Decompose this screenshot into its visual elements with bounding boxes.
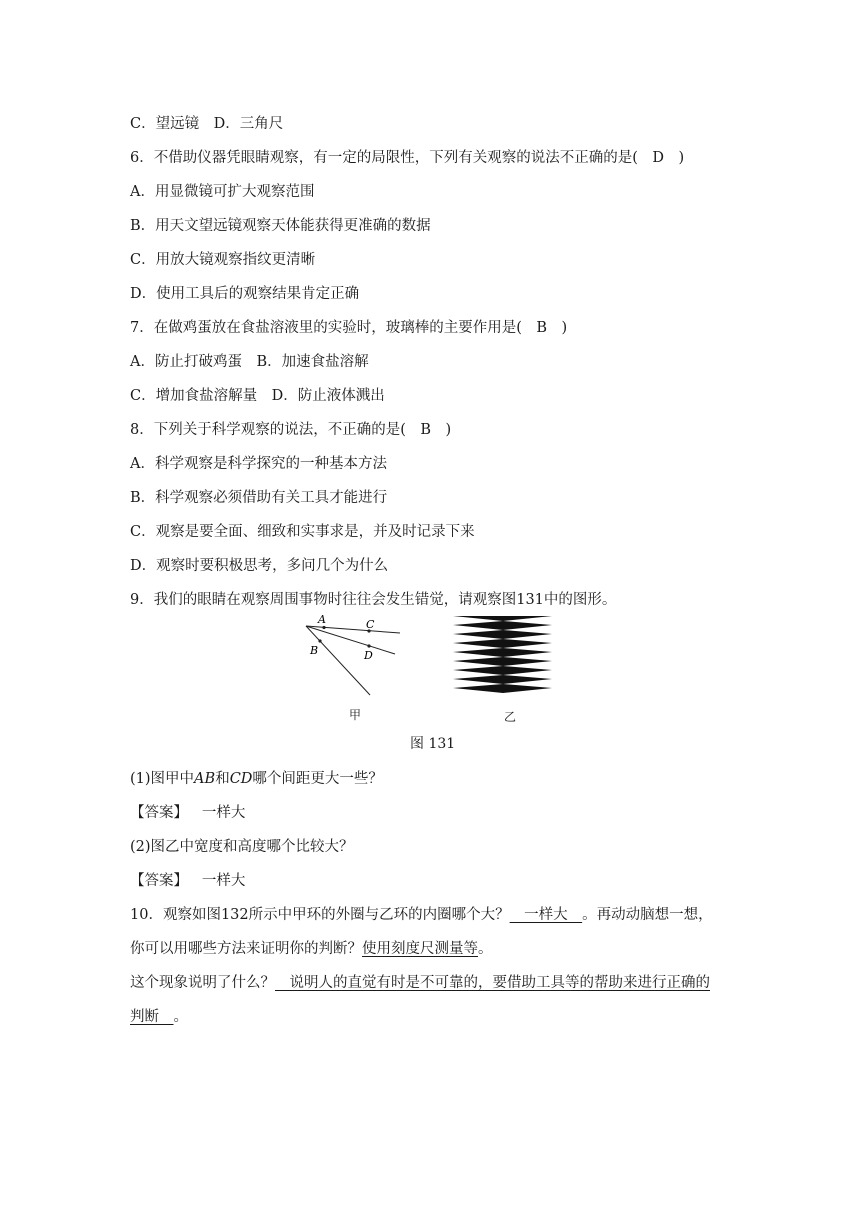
q6-option-c: C．用放大镜观察指纹更清晰 (130, 252, 316, 268)
q8-option-d: D．观察时要积极思考，多问几个为什么 (130, 558, 389, 574)
q10b-suffix: 。 (478, 941, 493, 957)
answer-text: 一样大 (201, 805, 246, 821)
q9-1-cd: CD (229, 771, 253, 787)
answer-9-2 (130, 869, 245, 890)
q10-mid: 。再动动脑想一想， (582, 907, 713, 923)
question-10-line-2 (130, 937, 493, 958)
q10-answer-3b: 判断 (130, 1009, 174, 1025)
option-line-c-d: C．望远镜 D．三角尺 (130, 116, 284, 132)
question-9-part-1 (130, 767, 383, 788)
question-6: 6．不借助仪器凭眼睛观察，有一定的局限性，下列有关观察的说法不正确的是( D ) (130, 150, 685, 166)
q6-option-d: D．使用工具后的观察结果肯定正确 (130, 286, 360, 302)
answer-label: 【答案】 (130, 873, 188, 889)
point-b-dot (318, 639, 321, 642)
question-9: 9．我们的眼睛在观察周围事物时往往会发生错觉，请观察图131中的图形。 (130, 592, 617, 608)
label-jia: 甲 (349, 708, 362, 722)
point-a-label: A (318, 613, 326, 626)
figure-yi-pattern (453, 616, 552, 693)
q10c-suffix: 。 (173, 1009, 188, 1025)
answer-text: 一样大 (201, 873, 246, 889)
point-a-dot (322, 626, 325, 629)
q10-answer-1: 一样大 (509, 907, 583, 923)
figure-title: 图 131 (410, 736, 456, 752)
q9-1-mid: 和 (215, 771, 230, 787)
q8-option-b: B．科学观察必须借助有关工具才能进行 (130, 490, 388, 506)
point-d-label: D (364, 649, 373, 662)
point-c-label: C (366, 618, 375, 631)
q8-option-c: C．观察是要全面、细致和实事求是，并及时记录下来 (130, 524, 475, 540)
figure-jia-lines (306, 626, 400, 695)
q9-1-prefix: (1)图甲中 (130, 771, 195, 787)
question-10-line-1 (130, 903, 713, 924)
point-d-dot (367, 644, 370, 647)
q7-options-ab: A．防止打破鸡蛋 B．加速食盐溶解 (130, 354, 369, 370)
q10-answer-2: 使用刻度尺测量等 (362, 941, 478, 957)
question-10-line-4 (130, 1005, 188, 1026)
question-8: 8．下列关于科学观察的说法，不正确的是( B ) (130, 422, 452, 438)
label-yi: 乙 (504, 710, 517, 724)
question-10-line-3 (130, 971, 710, 992)
q9-1-ab: AB (194, 771, 216, 787)
answer-label: 【答案】 (130, 805, 188, 821)
q10-prefix: 10．观察如图132所示中甲环的外圈与乙环的内圈哪个大？ (130, 907, 510, 923)
q10c-prefix: 这个现象说明了什么？ (130, 975, 275, 991)
question-9-part-2: (2)图乙中宽度和高度哪个比较大？ (130, 839, 354, 855)
q7-options-cd: C．增加食盐溶解量 D．防止液体溅出 (130, 388, 385, 404)
q10-answer-3a: 说明人的直觉有时是不可靠的，要借助工具等的帮助来进行正确的 (275, 975, 710, 991)
q10b-prefix: 你可以用哪些方法来证明你的判断？ (130, 941, 362, 957)
q8-option-a: A．科学观察是科学探究的一种基本方法 (130, 456, 387, 472)
q9-1-suffix: 哪个间距更大一些？ (252, 771, 383, 787)
q6-option-b: B．用天文望远镜观察天体能获得更准确的数据 (130, 218, 431, 234)
q6-option-a: A．用显微镜可扩大观察范围 (130, 184, 315, 200)
answer-9-1 (130, 801, 245, 822)
figure-131 (290, 612, 570, 727)
point-b-label: B (310, 644, 319, 657)
question-7: 7．在做鸡蛋放在食盐溶液里的实验时，玻璃棒的主要作用是( B ) (130, 320, 568, 336)
